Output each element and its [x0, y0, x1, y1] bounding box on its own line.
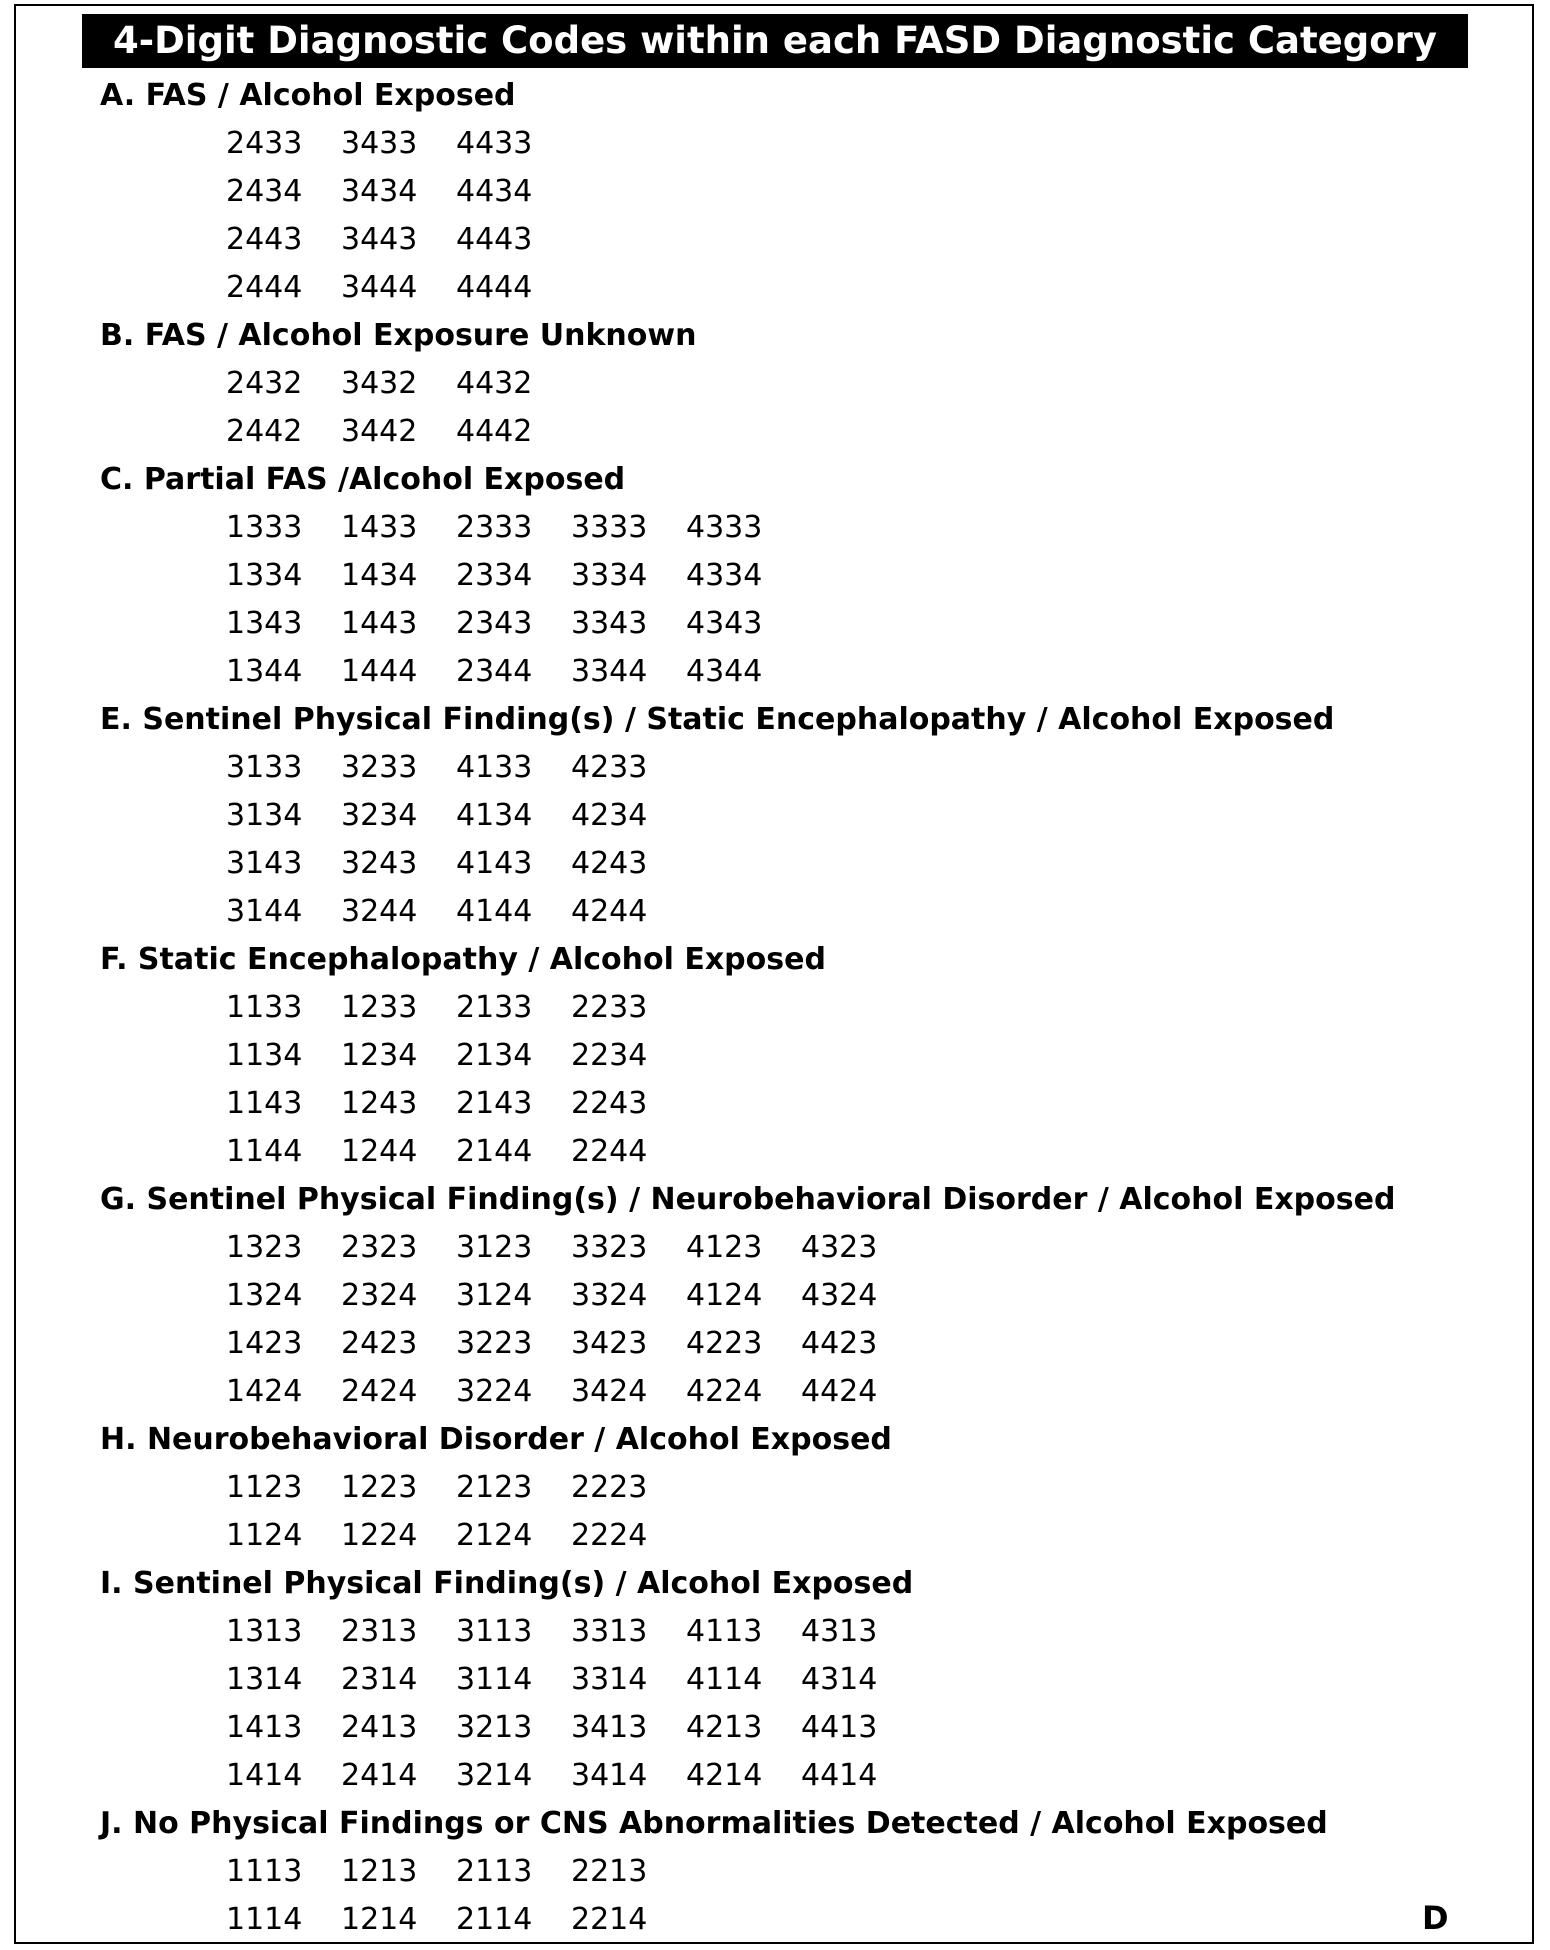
diagnostic-code: 3134: [226, 798, 303, 833]
category-section: [100, 1800, 1500, 1944]
category-section: [100, 1560, 1500, 1800]
diagnostic-code: 2114: [456, 1902, 533, 1937]
diagnostic-code: 2234: [571, 1038, 648, 1073]
diagnostic-code: 1413: [226, 1710, 303, 1745]
diagnostic-code: 4434: [456, 174, 533, 209]
diagnostic-code: 3223: [456, 1326, 533, 1361]
diagnostic-code: 2433: [226, 126, 303, 161]
code-row: [100, 1368, 1500, 1416]
diagnostic-code: 1343: [226, 606, 303, 641]
category-heading: F. Static Encephalopathy / Alcohol Exposed: [100, 942, 826, 977]
category-heading: B. FAS / Alcohol Exposure Unknown: [100, 318, 697, 353]
diagnostic-code: 3334: [571, 558, 648, 593]
diagnostic-code: 2143: [456, 1086, 533, 1121]
category-section: [100, 696, 1500, 936]
diagnostic-code: 4124: [686, 1278, 763, 1313]
diagnostic-code: 1344: [226, 654, 303, 689]
diagnostic-code: 4443: [456, 222, 533, 257]
diagnostic-code: 4424: [801, 1374, 878, 1409]
diagnostic-code: 2113: [456, 1854, 533, 1889]
category-section: [100, 312, 1500, 456]
diagnostic-code: 4413: [801, 1710, 878, 1745]
diagnostic-code: 1443: [341, 606, 418, 641]
code-row: [100, 1752, 1500, 1800]
diagnostic-code: 4442: [456, 414, 533, 449]
diagnostic-code: 3433: [341, 126, 418, 161]
diagnostic-code: 1323: [226, 1230, 303, 1265]
code-row: [100, 504, 1500, 552]
diagnostic-code: 2324: [341, 1278, 418, 1313]
diagnostic-code: 2124: [456, 1518, 533, 1553]
code-row: [100, 1320, 1500, 1368]
diagnostic-code: 4144: [456, 894, 533, 929]
diagnostic-code: 2334: [456, 558, 533, 593]
page-title: 4-Digit Diagnostic Codes within each FASD Diagnostic Category: [82, 14, 1468, 68]
diagnostic-code: 3314: [571, 1662, 648, 1697]
diagnostic-code: 3114: [456, 1662, 533, 1697]
diagnostic-code: 2343: [456, 606, 533, 641]
diagnostic-code: 2144: [456, 1134, 533, 1169]
category-section: [100, 72, 1500, 312]
code-row: [100, 552, 1500, 600]
code-row: [100, 984, 1500, 1032]
diagnostic-code: 3133: [226, 750, 303, 785]
diagnostic-code: 3144: [226, 894, 303, 929]
code-row: [100, 1272, 1500, 1320]
diagnostic-code: 4234: [571, 798, 648, 833]
diagnostic-code: 1223: [341, 1470, 418, 1505]
diagnostic-code: 1433: [341, 510, 418, 545]
diagnostic-code: 2434: [226, 174, 303, 209]
code-row: [100, 168, 1500, 216]
code-row: [100, 792, 1500, 840]
diagnostic-code: 3444: [341, 270, 418, 305]
diagnostic-code: 2443: [226, 222, 303, 257]
diagnostic-code: 4344: [686, 654, 763, 689]
code-row: [100, 1128, 1500, 1176]
diagnostic-code: 3324: [571, 1278, 648, 1313]
diagnostic-code: 3432: [341, 366, 418, 401]
diagnostic-code: 1333: [226, 510, 303, 545]
diagnostic-code: 1424: [226, 1374, 303, 1409]
diagnostic-code: 3442: [341, 414, 418, 449]
diagnostic-code: 3423: [571, 1326, 648, 1361]
diagnostic-code: 4244: [571, 894, 648, 929]
diagnostic-code: 1244: [341, 1134, 418, 1169]
diagnostic-code: 1444: [341, 654, 418, 689]
diagnostic-code: 3413: [571, 1710, 648, 1745]
diagnostic-code: 2123: [456, 1470, 533, 1505]
diagnostic-code: 1213: [341, 1854, 418, 1889]
code-row: [100, 1896, 1500, 1944]
diagnostic-code: 1334: [226, 558, 303, 593]
category-section: [100, 456, 1500, 696]
diagnostic-code: 1133: [226, 990, 303, 1025]
diagnostic-code: 4133: [456, 750, 533, 785]
diagnostic-code: 1414: [226, 1758, 303, 1793]
diagnostic-code: 3244: [341, 894, 418, 929]
diagnostic-code: 3214: [456, 1758, 533, 1793]
category-section: [100, 1176, 1500, 1416]
diagnostic-code: 4423: [801, 1326, 878, 1361]
diagnostic-code: 3343: [571, 606, 648, 641]
diagnostic-code: 1234: [341, 1038, 418, 1073]
diagnostic-code: 2133: [456, 990, 533, 1025]
category-section: [100, 1416, 1500, 1560]
category-section: [100, 936, 1500, 1176]
category-heading: C. Partial FAS /Alcohol Exposed: [100, 462, 626, 497]
diagnostic-code: 2213: [571, 1854, 648, 1889]
code-row: [100, 1032, 1500, 1080]
diagnostic-code: 3224: [456, 1374, 533, 1409]
diagnostic-code: 2444: [226, 270, 303, 305]
diagnostic-code: 2223: [571, 1470, 648, 1505]
category-heading: A. FAS / Alcohol Exposed: [100, 78, 516, 113]
diagnostic-code: 4134: [456, 798, 533, 833]
diagnostic-code: 2244: [571, 1134, 648, 1169]
diagnostic-code: 3323: [571, 1230, 648, 1265]
diagnostic-code: 3234: [341, 798, 418, 833]
diagnostic-code: 4432: [456, 366, 533, 401]
code-row: [100, 648, 1500, 696]
diagnostic-code: 3243: [341, 846, 418, 881]
diagnostic-code: 4323: [801, 1230, 878, 1265]
category-heading: J. No Physical Findings or CNS Abnormalities Detected / Alcohol Exposed: [100, 1806, 1328, 1841]
code-row: [100, 1224, 1500, 1272]
diagnostic-code-list: [100, 72, 1500, 1944]
diagnostic-code: 2214: [571, 1902, 648, 1937]
diagnostic-code: 2413: [341, 1710, 418, 1745]
diagnostic-code: 2323: [341, 1230, 418, 1265]
diagnostic-code: 3213: [456, 1710, 533, 1745]
code-row: [100, 1464, 1500, 1512]
diagnostic-code: 2314: [341, 1662, 418, 1697]
diagnostic-code: 4223: [686, 1326, 763, 1361]
category-heading: E. Sentinel Physical Finding(s) / Static Encephalopathy / Alcohol Exposed: [100, 702, 1335, 737]
diagnostic-code: 2313: [341, 1614, 418, 1649]
diagnostic-code: 3123: [456, 1230, 533, 1265]
diagnostic-code: 2224: [571, 1518, 648, 1553]
code-row: [100, 1848, 1500, 1896]
diagnostic-code: 2432: [226, 366, 303, 401]
diagnostic-code: 1113: [226, 1854, 303, 1889]
diagnostic-code: 2333: [456, 510, 533, 545]
diagnostic-code: 3443: [341, 222, 418, 257]
diagnostic-code: 4313: [801, 1614, 878, 1649]
diagnostic-code: 4324: [801, 1278, 878, 1313]
code-row: [100, 408, 1500, 456]
diagnostic-code: 3124: [456, 1278, 533, 1313]
diagnostic-code: 2243: [571, 1086, 648, 1121]
diagnostic-code: 3333: [571, 510, 648, 545]
code-row: [100, 840, 1500, 888]
code-row: [100, 1656, 1500, 1704]
code-row: [100, 600, 1500, 648]
diagnostic-code: 1224: [341, 1518, 418, 1553]
diagnostic-code: 3233: [341, 750, 418, 785]
diagnostic-code: 4314: [801, 1662, 878, 1697]
code-row: [100, 216, 1500, 264]
diagnostic-code: 1143: [226, 1086, 303, 1121]
diagnostic-code: 1114: [226, 1902, 303, 1937]
diagnostic-code: 1313: [226, 1614, 303, 1649]
diagnostic-code: 2344: [456, 654, 533, 689]
diagnostic-code: 4343: [686, 606, 763, 641]
code-row: [100, 120, 1500, 168]
diagnostic-code: 4334: [686, 558, 763, 593]
category-heading: I. Sentinel Physical Finding(s) / Alcohol Exposed: [100, 1566, 914, 1601]
diagnostic-code: 1144: [226, 1134, 303, 1169]
diagnostic-code: 4433: [456, 126, 533, 161]
diagnostic-code: 1243: [341, 1086, 418, 1121]
diagnostic-code: 1423: [226, 1326, 303, 1361]
diagnostic-code: 3143: [226, 846, 303, 881]
diagnostic-code: 3424: [571, 1374, 648, 1409]
diagnostic-code: 1233: [341, 990, 418, 1025]
diagnostic-code: 4243: [571, 846, 648, 881]
diagnostic-code: 4444: [456, 270, 533, 305]
code-row: [100, 744, 1500, 792]
diagnostic-code: 3414: [571, 1758, 648, 1793]
code-row: [100, 1704, 1500, 1752]
diagnostic-code: 4123: [686, 1230, 763, 1265]
diagnostic-code: 4233: [571, 750, 648, 785]
diagnostic-code: 1123: [226, 1470, 303, 1505]
diagnostic-code: 1434: [341, 558, 418, 593]
diagnostic-code: 3113: [456, 1614, 533, 1649]
diagnostic-code: 2414: [341, 1758, 418, 1793]
diagnostic-code: 3344: [571, 654, 648, 689]
category-heading: G. Sentinel Physical Finding(s) / Neurobehavioral Disorder / Alcohol Exposed: [100, 1182, 1396, 1217]
diagnostic-code: 1214: [341, 1902, 418, 1937]
diagnostic-code: 4143: [456, 846, 533, 881]
diagnostic-code: 1324: [226, 1278, 303, 1313]
code-row: [100, 1080, 1500, 1128]
code-row: [100, 264, 1500, 312]
diagnostic-code: 4333: [686, 510, 763, 545]
panel-letter: D: [1422, 1899, 1449, 1937]
diagnostic-code: 2233: [571, 990, 648, 1025]
diagnostic-code: 3313: [571, 1614, 648, 1649]
diagnostic-code: 1134: [226, 1038, 303, 1073]
diagnostic-code: 4113: [686, 1614, 763, 1649]
diagnostic-code: 2442: [226, 414, 303, 449]
diagnostic-code: 2134: [456, 1038, 533, 1073]
code-row: [100, 1608, 1500, 1656]
code-row: [100, 1512, 1500, 1560]
category-heading: H. Neurobehavioral Disorder / Alcohol Exposed: [100, 1422, 892, 1457]
diagnostic-code: 1124: [226, 1518, 303, 1553]
diagnostic-code: 1314: [226, 1662, 303, 1697]
diagnostic-code: 4224: [686, 1374, 763, 1409]
diagnostic-code: 2424: [341, 1374, 418, 1409]
diagnostic-code: 4213: [686, 1710, 763, 1745]
diagnostic-code: 4414: [801, 1758, 878, 1793]
diagnostic-code: 4214: [686, 1758, 763, 1793]
diagnostic-code: 2423: [341, 1326, 418, 1361]
diagnostic-code: 4114: [686, 1662, 763, 1697]
diagnostic-code: 3434: [341, 174, 418, 209]
code-row: [100, 888, 1500, 936]
code-row: [100, 360, 1500, 408]
